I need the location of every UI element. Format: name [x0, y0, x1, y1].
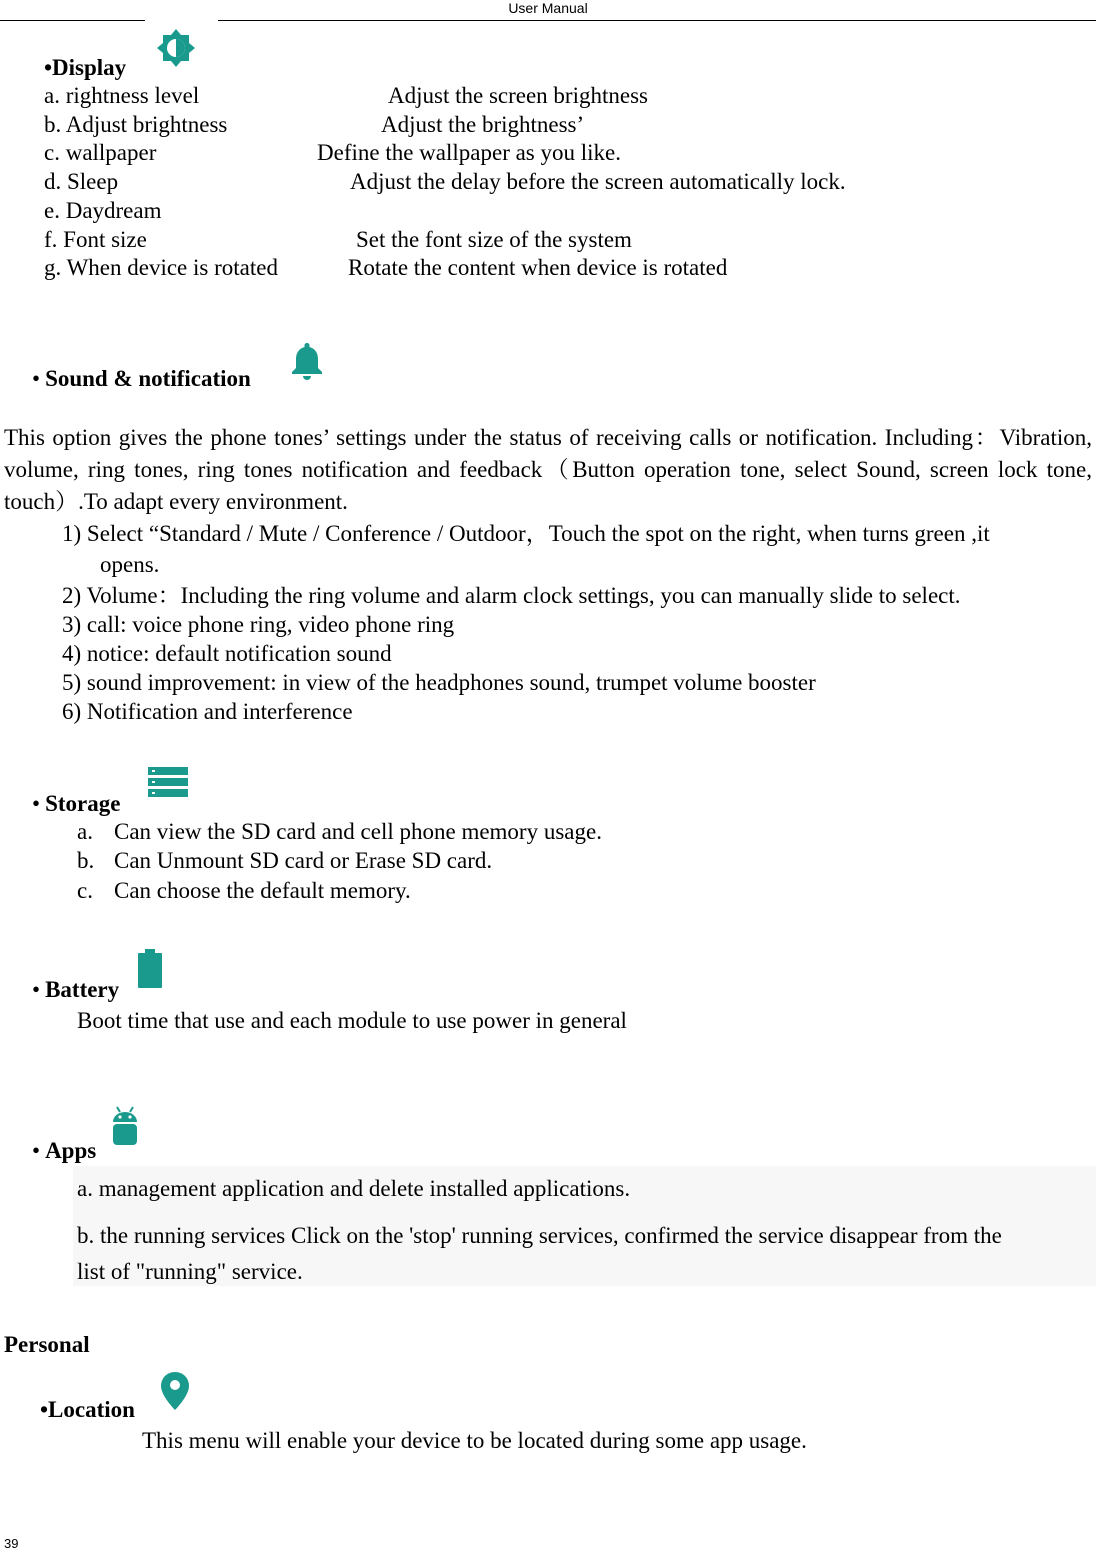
sound-heading: [32, 365, 251, 393]
sound-list-item: 1) Select “Standard / Mute / Conference / Outdoor，Touch the spot on the right, when turns green ,it: [62, 521, 990, 546]
display-row-label: d. Sleep: [44, 169, 119, 194]
sound-list-item: 4) notice: default notification sound: [62, 641, 392, 666]
sound-list-item: opens.: [100, 552, 160, 577]
android-icon: [111, 1106, 139, 1146]
storage-item-marker: a.: [77, 819, 93, 844]
location-text: This menu will enable your device to be located during some app usage.: [142, 1428, 807, 1453]
apps-item-a: a. management application and delete installed applications.: [77, 1176, 631, 1201]
location-heading: •Location: [40, 1397, 135, 1422]
display-row-label: f. Font size: [44, 227, 147, 252]
sound-list-item: 2) Volume：Including the ring volume and alarm clock settings, you can manually slide to select.: [62, 583, 961, 608]
sound-list-item: 5) sound improvement: in view of the headphones sound, trumpet volume booster: [62, 670, 816, 695]
storage-icon: [148, 767, 188, 797]
sound-list-item: 6) Notification and interference: [62, 699, 353, 724]
location-pin-icon: [160, 1371, 190, 1411]
display-row-desc: Adjust the delay before the screen automatically lock.: [350, 169, 846, 194]
display-row-label: a. rightness level: [44, 83, 200, 108]
battery-heading-text: Battery: [45, 977, 120, 1002]
storage-item-marker: c.: [77, 878, 93, 903]
display-row-desc: Adjust the screen brightness: [388, 83, 648, 108]
header-title: User Manual: [508, 0, 588, 16]
storage-item-marker: b.: [77, 848, 95, 873]
apps-item-b-line1: b. the running services Click on the 'stop' running services, confirmed the service disappear from the: [77, 1223, 1002, 1248]
display-row-label: e. Daydream: [44, 198, 162, 223]
brightness-icon: [156, 28, 196, 68]
header-rule-left: [0, 20, 145, 21]
storage-item-text: Can Unmount SD card or Erase SD card.: [114, 848, 493, 873]
sound-list-item: 3) call: voice phone ring, video phone ring: [62, 612, 455, 637]
apps-heading: [32, 1137, 96, 1165]
sound-intro: This option gives the phone tones’ settings under the status of receiving calls or notification. Including：Vibration, volume, ring tones, ring tones notification and feedback（Button operation tone, select Sound, screen lock tone, touch）.To adapt every environment.: [4, 425, 1092, 514]
battery-heading: [32, 976, 119, 1004]
display-row-desc: Set the font size of the system: [356, 227, 632, 252]
sound-heading-text: Sound & notification: [45, 366, 251, 391]
display-row-label: g. When device is rotated: [44, 255, 278, 280]
display-row-label: b. Adjust brightness: [44, 112, 228, 137]
personal-heading: Personal: [4, 1332, 90, 1357]
storage-item-text: Can choose the default memory.: [114, 878, 411, 903]
storage-heading-text: Storage: [45, 791, 121, 816]
bell-icon: [289, 341, 325, 381]
storage-heading: [32, 790, 120, 818]
battery-icon: [137, 949, 163, 989]
page-number: 39: [4, 1536, 19, 1551]
display-row-desc: Define the wallpaper as you like.: [317, 140, 621, 165]
header-rule-right: [218, 20, 1096, 21]
display-row-desc: Rotate the content when device is rotated: [348, 255, 728, 280]
apps-item-b-line2: list of "running" service.: [77, 1259, 303, 1284]
display-row-label: c. wallpaper: [44, 140, 157, 165]
storage-item-text: Can view the SD card and cell phone memory usage.: [114, 819, 602, 844]
display-row-desc: Adjust the brightness’: [381, 112, 585, 137]
display-heading: •Display: [44, 55, 127, 80]
apps-heading-text: Apps: [45, 1138, 97, 1163]
battery-text: Boot time that use and each module to use power in general: [77, 1008, 627, 1033]
